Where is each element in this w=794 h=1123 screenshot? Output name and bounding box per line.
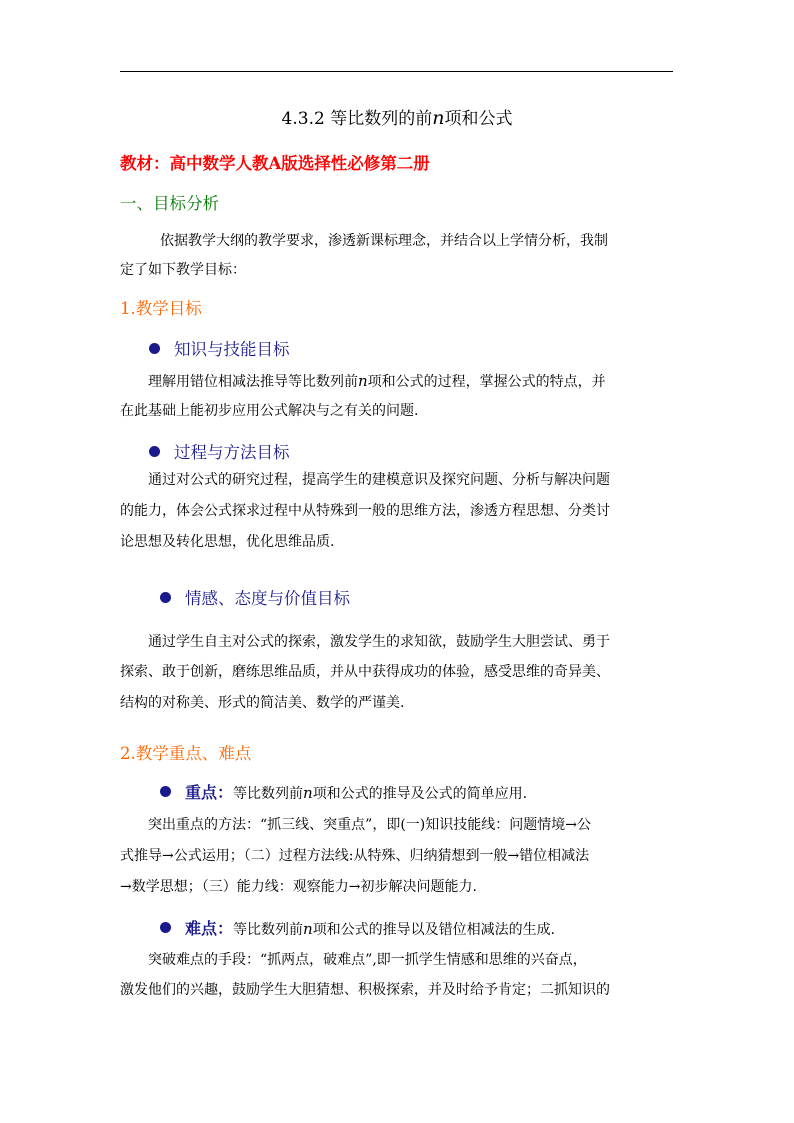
section-heading-goals: 一、目标分析 bbox=[120, 194, 219, 213]
intro-line-1: 依据教学大纲的教学要求，渗透新课标理念，并结合以上学情分析，我制 bbox=[160, 233, 608, 249]
goal-process-heading: 过程与方法目标 bbox=[149, 439, 290, 463]
key-method-line-1: 突出重点的方法：“抓三线、突重点”，即(一)知识技能线：问题情境→公 bbox=[148, 817, 591, 833]
page-title: 4.3.2 等比数列的前n项和公式 bbox=[281, 107, 513, 129]
goal-knowledge-heading: 知识与技能目标 bbox=[149, 336, 290, 360]
bullet-icon bbox=[160, 786, 171, 797]
difficult-method-line-1: 突破难点的手段：“抓两点，破难点”,即一抓学生情感和思维的兴奋点， bbox=[148, 952, 587, 968]
goal-attitude-line-3: 结构的对称美、形式的简洁美、数学的严谨美. bbox=[120, 695, 405, 711]
goal-attitude-line-2: 探索、敢于创新，磨练思维品质，并从中获得成功的体验，感受思维的奇异美、 bbox=[120, 664, 610, 680]
bullet-icon bbox=[149, 446, 160, 457]
goal-attitude-line-1: 通过学生自主对公式的探索，激发学生的求知欲，鼓励学生大胆尝试、勇于 bbox=[148, 634, 610, 650]
key-method-line-3: →数学思想；（三）能力线：观察能力→初步解决问题能力. bbox=[120, 879, 477, 895]
difficult-method-line-2: 激发他们的兴趣，鼓励学生大胆猜想、积极探索，并及时给予肯定；二抓知识的 bbox=[120, 982, 610, 998]
textbook-line: 教材：高中数学人教A版选择性必修第二册 bbox=[120, 154, 430, 173]
goal-knowledge-line-2: 在此基础上能初步应用公式解决与之有关的问题. bbox=[120, 403, 419, 419]
subheading-teaching-goals: 1.教学目标 bbox=[120, 299, 202, 318]
goal-process-line-1: 通过对公式的研究过程，提高学生的建模意识及探究问题、分析与解决问题 bbox=[148, 472, 610, 488]
difficult-point-line: 难点：等比数列前n项和公式的推导以及错位相减法的生成. bbox=[160, 914, 555, 945]
bullet-icon bbox=[160, 592, 171, 603]
bullet-icon bbox=[160, 922, 171, 933]
goal-process-line-3: 论思想及转化思想，优化思维品质. bbox=[120, 534, 335, 550]
key-point-line: 重点：等比数列前n项和公式的推导及公式的简单应用. bbox=[160, 778, 527, 809]
goal-process-line-2: 的能力，体会公式探求过程中从特殊到一般的思维方法，渗透方程思想、分类讨 bbox=[120, 503, 610, 519]
goal-knowledge-line-1: 理解用错位相减法推导等比数列前n项和公式的过程，掌握公式的特点，并 bbox=[148, 372, 606, 390]
subheading-key-difficult: 2.教学重点、难点 bbox=[120, 744, 252, 763]
key-method-line-2: 式推导→公式运用；（二）过程方法线:从特殊、归纳猜想到一般→错位相减法 bbox=[120, 848, 590, 864]
intro-line-2: 定了如下教学目标： bbox=[120, 262, 246, 278]
bullet-icon bbox=[149, 343, 160, 354]
goal-attitude-heading: 情感、态度与价值目标 bbox=[160, 585, 350, 609]
header-rule bbox=[120, 71, 673, 72]
